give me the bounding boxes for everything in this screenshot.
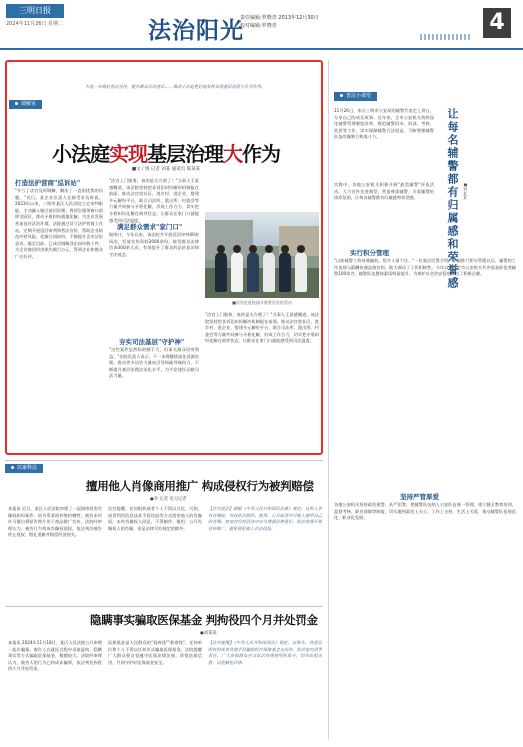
subheading-2: 满足群众需求"家门口" bbox=[117, 223, 183, 231]
right-column-3: "以前辅警工资待遇偏低，很多人留不住。"一位基层民警介绍，全面推行积分管理以后，辅警的工作表现与薪酬待遇直接挂钩，极大调动了工作积极性。今年以来，全市公安机关共评选表彰优秀辅警100余名，辅警队伍整体素质明显提升，为维护社会治安稳定作出了积极贡献。 bbox=[334, 258, 516, 277]
editor-line-2: 校对编辑:罗晓青 bbox=[240, 23, 277, 29]
right-subheading-2: 坚持严管厚爱 bbox=[400, 493, 439, 501]
article-column-2b: 据统计，今年以来，该法院共开展巡回审判40余场次，发放宣传资料2000余份，接受群众法律咨询300余人次，有效提升了群众的法治意识和守法观念。 bbox=[109, 232, 199, 257]
page-number: 4 bbox=[483, 8, 511, 38]
article3-column-2: 医保基金是人民群众的"看病钱""救命钱"，任何单位和个人不得以任何形式骗取医保基金。法院提醒广大群众要自觉遵守医保法律法规，珍惜医保信用，共同守护好医保基金安全。 bbox=[108, 640, 202, 665]
right-section-tag: 普法小课堂 bbox=[334, 92, 377, 101]
issue-date: 2024年11月26日 星期二 bbox=[6, 21, 64, 27]
right-column-1: 11月26日，来自三明市公安局的辅警代表走上讲台，分享自己的成长故事。近年来，全市公安机关持续深化辅警管理制度改革，规范辅警招录、培训、考核、奖惩等工作，切实保障辅警合法权益，不断增强辅警队伍的凝聚力和战斗力。 bbox=[334, 108, 434, 140]
article-byline: ■文 / 图 记者 刘某 通讯员 陈某某 bbox=[131, 167, 201, 172]
article3-quote: 【法官提醒】《中华人民共和国刑法》规定，以欺诈、伪造证明材料或者其他手段骗取医疗保障基金支出的，依法追究刑事责任。广大参保群众应当依法依规使用医保卡，切勿出租出借，以免触犯法律。 bbox=[208, 640, 322, 665]
headline-part: 基层治理 bbox=[147, 142, 223, 166]
article3-column-1: 本报讯 2024年11月18日，某区人民法院公开审理一起诈骗案。被告人在就医过程中采取虚构、隐瞒事实等方式骗取医保基金，数额较大。法院经审理认为，被告人的行为已构成诈骗罪，依法判处拘役四个月并处罚金。 bbox=[8, 640, 102, 672]
article2-column-2: 法官提醒，任何组织或者个人不得以丑化、污损，或者利用信息技术手段伪造等方式侵害他人的肖像权。未经肖像权人同意，不得制作、使用、公开肖像权人的肖像，但是法律另有规定的除外。 bbox=[108, 506, 202, 531]
headline-highlight: 大 bbox=[223, 142, 242, 166]
right-column-2: 实践中，各地公安机关积极开展"最美辅警"评选活动，大力宣传先进典型，营造尊重辅警、关爱辅警的浓厚氛围，让每名辅警都有归属感和荣誉感。 bbox=[334, 182, 434, 201]
headline-highlight: 实现 bbox=[109, 142, 147, 166]
section-divider bbox=[5, 460, 323, 461]
section-tag: 调解室 bbox=[9, 100, 42, 109]
article2-title: 擅用他人肖像商用推广 构成侵权行为被判赔偿 bbox=[86, 479, 314, 493]
section-title: 法治阳光 bbox=[148, 17, 244, 44]
decorative-stripe bbox=[420, 34, 470, 40]
article3-byline: ●刘某某 bbox=[200, 631, 217, 636]
article-deck: 为进一步做好普法宣传，提升群众法治意识……推动小法庭更好地发挥实现基层治理大作为作用。 bbox=[85, 84, 266, 89]
article-headline bbox=[7, 138, 325, 167]
editor-info bbox=[240, 14, 319, 30]
article2-quote: 【法官说法】根据《中华人民共和国民法典》规定，自然人享有肖像权，有权依法制作、使用、公开或者许可他人使用自己的肖像。商家在经营活动中应当增强法律意识，依法依规开展宣传推广，避免侵犯他人合法权益。 bbox=[208, 506, 322, 531]
article3-title: 隐瞒事实骗取医保基金 判拘役四个月并处罚金 bbox=[90, 613, 318, 627]
masthead bbox=[0, 0, 523, 50]
right-subheading: 实行积分管理 bbox=[350, 249, 389, 257]
paper-logo: 三明日报 bbox=[6, 4, 64, 18]
article-column-3: "这些案件虽然标的额不大，但事关群众切身利益。"法院负责人表示，下一步将继续深化诉源治理，推动更多法治力量向引导和疏导端用力，不断提升基层治理法治化水平，为平安建设贡献司法力量。 bbox=[109, 347, 199, 379]
feature-article[interactable] bbox=[5, 60, 323, 455]
subheading-3: 夯实司法基层"守护神" bbox=[119, 338, 185, 346]
headline-part: 小法庭 bbox=[52, 142, 109, 166]
subheading-1: 打造法护营商"巡诉站" bbox=[15, 179, 81, 187]
article-column-1: "多亏了法官及时调解，解决了一直困扰我的问题。"近日，某企业负责人在接受采访时说。2023年以来，三明市某区人民法院立足审判职能，主动融入辖区基层治理，将诉讼服务窗口前移至园区，推动矛盾纠纷就地化解，为企业发展营造良好法治环境。法院通过设立法护营商工作站，定期开展巡回审判和普法宣传，帮助企业防范经营风险，化解合同纠纷，不断提升企业法治意识。截至目前，已成功调解涉企纠纷数十件，为企业挽回经济损失数百万元，得到企业和群众广泛好评。 bbox=[15, 188, 103, 259]
article2-tag: 以案释法 bbox=[5, 464, 43, 473]
section-divider-2 bbox=[5, 606, 323, 607]
article-column-2: "法官上门服务，真的是太方便了！"当事人王某感慨道。该法院坚持把非诉讼纠纷解决机制挺在前面，推动法官进社区、进乡村、进企业，搭建多元解纷平台，联合司法所、派出所、村委会等力量共同参与矛盾化解，形成工作合力，切实把矛盾纠纷化解在萌芽状态，让群众在家门口就能感受到司法温度。 bbox=[109, 178, 199, 223]
article2-column-1: 本报讯 近日，某区人民法院审理了一起网络侵害肖像权纠纷案件。原告系某机构签约模特，被告未经许可擅自将原告照片用于商品推广宣传。法院经审理认为，被告行为构成肖像权侵权，依法判决被告停止侵权、赔礼道歉并赔偿经济损失。 bbox=[8, 506, 102, 538]
vertical-author: ●刘某某 bbox=[463, 182, 468, 200]
photo-caption: ■法官走进校园开展普法宣传活动 bbox=[232, 300, 292, 305]
editor-line-1: 责任编辑:罗晓青 2013年12月30日 bbox=[240, 15, 319, 21]
right-column-4: 各地公安机关坚持政治建警、从严治警，把辅警队伍纳入公安队伍统一管理，建立健全教育培训、监督考核、职业保障等制度，切实做到政治上关心、工作上支持、生活上关爱，推动辅警队伍规范化、职业化发展。 bbox=[334, 502, 516, 521]
article-column-4: "法官上门服务，真的是太方便了！"当事人王某感慨道。该法院坚持把非诉讼纠纷解决机制挺在前面，推动法官进社区、进乡村、进企业，搭建多元解纷平台，联合司法所、派出所、村委会等力量共同参与矛盾化解，形成工作合力，切实把矛盾纠纷化解在萌芽状态，让群众在家门口就能感受到司法温度。 bbox=[205, 312, 319, 344]
headline-part: 作为 bbox=[242, 142, 280, 166]
column-divider bbox=[328, 60, 329, 740]
article2-byline: ●李 记者 见习记者 bbox=[150, 497, 187, 502]
feature-photo bbox=[205, 212, 319, 298]
vertical-headline: 让每名辅警都有归属感和荣誉感 bbox=[446, 108, 459, 290]
